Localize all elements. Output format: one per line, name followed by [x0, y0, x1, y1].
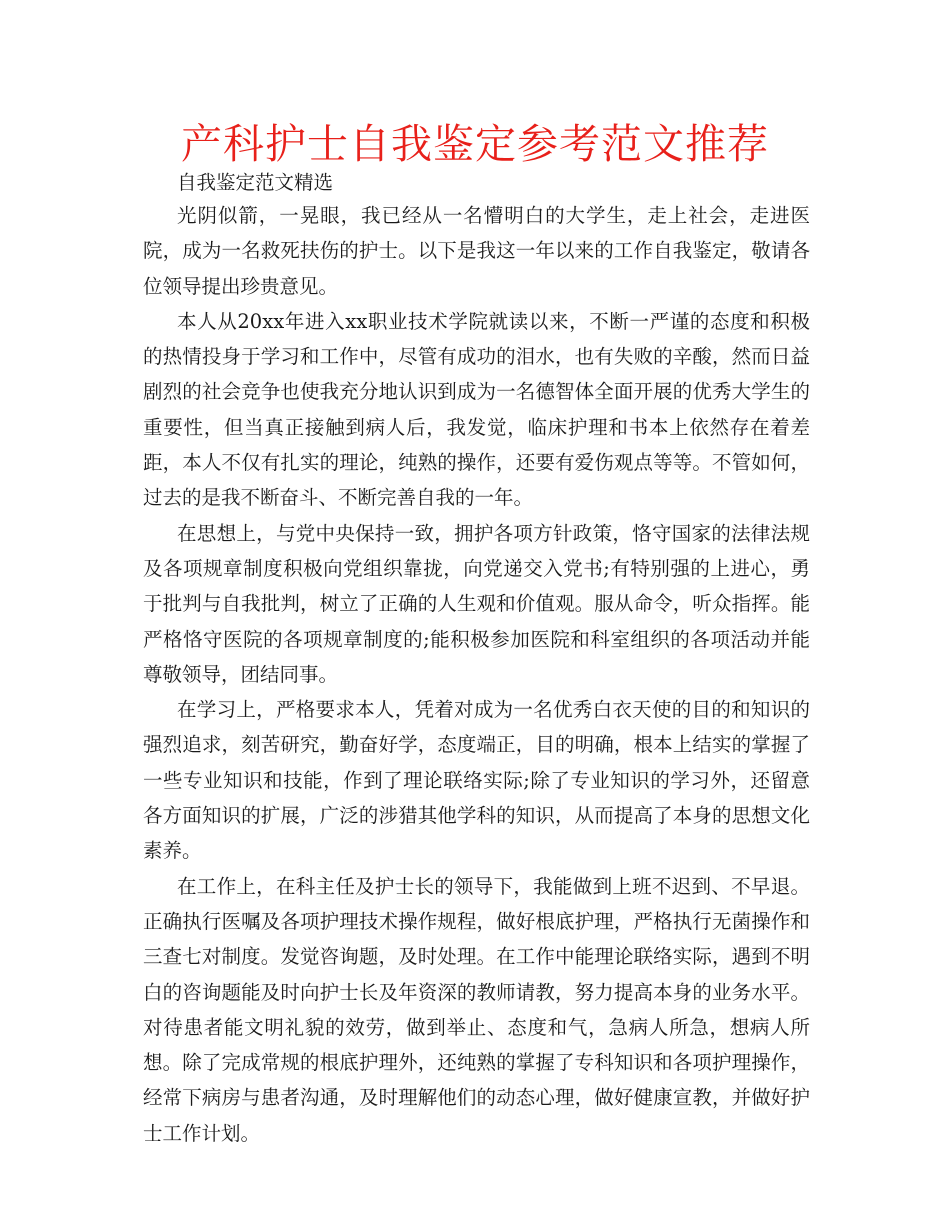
paragraph: 在学习上，严格要求本人，凭着对成为一名优秀白衣天使的目的和知识的强烈追求，刻苦研究，勤奋好学，态度端正，目的明确，根本上结实的掌握了一些专业知识和技能，作到了理论联络实际;除了专业知识的学习外，还留意各方面知识的扩展，广泛的涉猎其他学科的知识，从而提高了本身的思想文化素养。 — [143, 698, 810, 863]
paragraph: 光阴似箭，一晃眼，我已经从一名懵明白的大学生，走上社会，走进医院，成为一名救死扶伤的护士。以下是我这一年以来的工作自我鉴定，敬请各位领导提出珍贵意见。 — [143, 204, 810, 298]
document-title: 产科护士自我鉴定参考范文推荐 — [181, 120, 769, 168]
paragraph: 本人从20xx年进入xx职业技术学院就读以来，不断一严谨的态度和积极的热情投身于学习和工作中，尽管有成功的泪水，也有失败的辛酸，然而日益剧烈的社会竞争也使我充分地认识到成为一名德智体全面开展的优秀大学生的重要性，但当真正接触到病人后，我发觉，临床护理和书本上依然存在着差距，本人不仅有扎实的理论，纯熟的操作，还要有爱伤观点等等。不管如何，过去的是我不断奋斗、不断完善自我的一年。 — [143, 309, 810, 510]
paragraph: 在工作上，在科主任及护士长的领导下，我能做到上班不迟到、不早退。正确执行医嘱及各项护理技术操作规程，做好根底护理，严格执行无菌操作和三查七对制度。发觉咨询题，及时处理。在工作中能理论联络实际，遇到不明白的咨询题能及时向护士长及年资深的教师请教，努力提高本身的业务水平。对待患者能文明礼貌的效劳，做到举止、态度和气，急病人所急，想病人所想。除了完成常规的根底护理外，还纯熟的掌握了专科知识和各项护理操作，经常下病房与患者沟通，及时理解他们的动态心理，做好健康宣教，并做好护士工作计划。 — [143, 874, 810, 1145]
document-subtitle: 自我鉴定范文精选 — [177, 171, 334, 194]
paragraph: 在思想上，与党中央保持一致，拥护各项方针政策，恪守国家的法律法规及各项规章制度积极向党组织靠拢，向党递交入党书;有特别强的上进心，勇于批判与自我批判，树立了正确的人生观和价值观。服从命令，听众指挥。能严格恪守医院的各项规章制度的;能积极参加医院和科室组织的各项活动并能尊敬领导，团结同事。 — [143, 521, 810, 686]
document-body — [143, 198, 810, 1151]
